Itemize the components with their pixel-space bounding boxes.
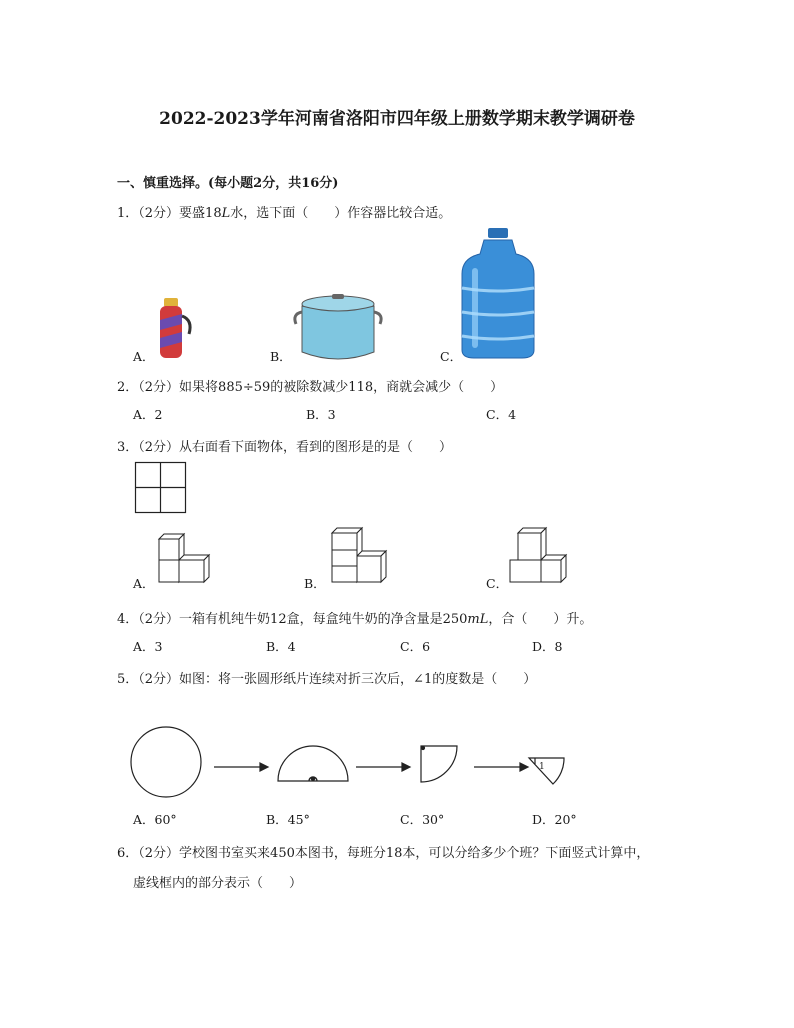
question-text: （2分）从右面看下面物体，看到的图形是的是（ ）	[138, 440, 453, 455]
quarter-circle	[421, 746, 457, 782]
question-2	[117, 376, 503, 395]
arrow-3	[474, 763, 528, 771]
option-c: C．4	[486, 407, 517, 422]
question-number: 6．	[117, 846, 139, 861]
question-text: （2分）一箱有机纯牛奶12盒，每盒纯牛奶的净含量是250	[138, 612, 468, 627]
water-jug-image	[460, 228, 536, 360]
unit-text: mL	[467, 612, 489, 627]
full-circle	[131, 727, 201, 797]
cooking-pot-image	[292, 294, 384, 362]
question-text: （2分）如图：将一张圆形纸片连续对折三次后，∠1的度数是（ ）	[138, 672, 537, 687]
option-c: C．30°	[400, 812, 445, 827]
document-title: 2022-2023学年河南省洛阳市四年级上册数学期末教学调研卷	[159, 109, 635, 129]
half-circle	[278, 746, 348, 781]
option-c: C．	[486, 576, 509, 591]
angle-label: 1	[539, 762, 545, 772]
question-number: 5．	[117, 672, 139, 687]
question-text-cont: 水，选下面（ ）作容器比较合适。	[230, 206, 452, 221]
question-number: 3．	[117, 440, 139, 455]
question-text: （2分）学校图书室买来450本图书，每班分18本，可以分给多少个班？下面竖式计算中，	[138, 846, 650, 861]
question-6	[117, 842, 649, 861]
option-b: B．4	[266, 639, 296, 654]
option-d: D．20°	[532, 812, 577, 827]
question-text-cont: ，合（ ）升。	[488, 612, 593, 627]
option-b: B．3	[306, 407, 336, 422]
option-b: B．45°	[266, 812, 310, 827]
folding-diagram	[130, 722, 570, 802]
arrow-1	[214, 763, 268, 771]
option-c: C．	[440, 349, 463, 364]
question-number: 1．	[117, 206, 139, 221]
option-a: A．	[133, 349, 155, 364]
option-a: A．3	[133, 639, 163, 654]
cube-figure-b	[328, 528, 392, 586]
question-5	[117, 668, 536, 687]
cube-figure-a	[155, 534, 219, 586]
question-text: （2分）如果将885÷59的被除数减少118，商就会减少（ ）	[138, 380, 504, 395]
unit-text: L	[221, 206, 231, 221]
question-4	[117, 608, 592, 627]
thermos-bottle-image	[155, 298, 195, 360]
question-text: （2分）要盛18	[138, 206, 222, 221]
arrow-2	[356, 763, 410, 771]
option-a: A．	[133, 576, 155, 591]
side-view-figure	[135, 462, 187, 514]
question-number: 4．	[117, 612, 139, 627]
cube-figure-c	[508, 528, 570, 586]
question-number: 2．	[117, 380, 139, 395]
option-c: C．6	[400, 639, 431, 654]
question-6-line-2: 虚线框内的部分表示（ ）	[133, 876, 303, 891]
eighth-circle	[529, 758, 564, 784]
section-heading: 一、慎重选择。(每小题2分，共16分)	[117, 176, 339, 191]
question-1	[117, 202, 451, 221]
option-d: D．8	[532, 639, 563, 654]
option-b: B．	[270, 349, 292, 364]
option-a: A．60°	[133, 812, 177, 827]
question-3	[117, 436, 452, 455]
option-b: B．	[304, 576, 326, 591]
option-a: A．2	[133, 407, 163, 422]
